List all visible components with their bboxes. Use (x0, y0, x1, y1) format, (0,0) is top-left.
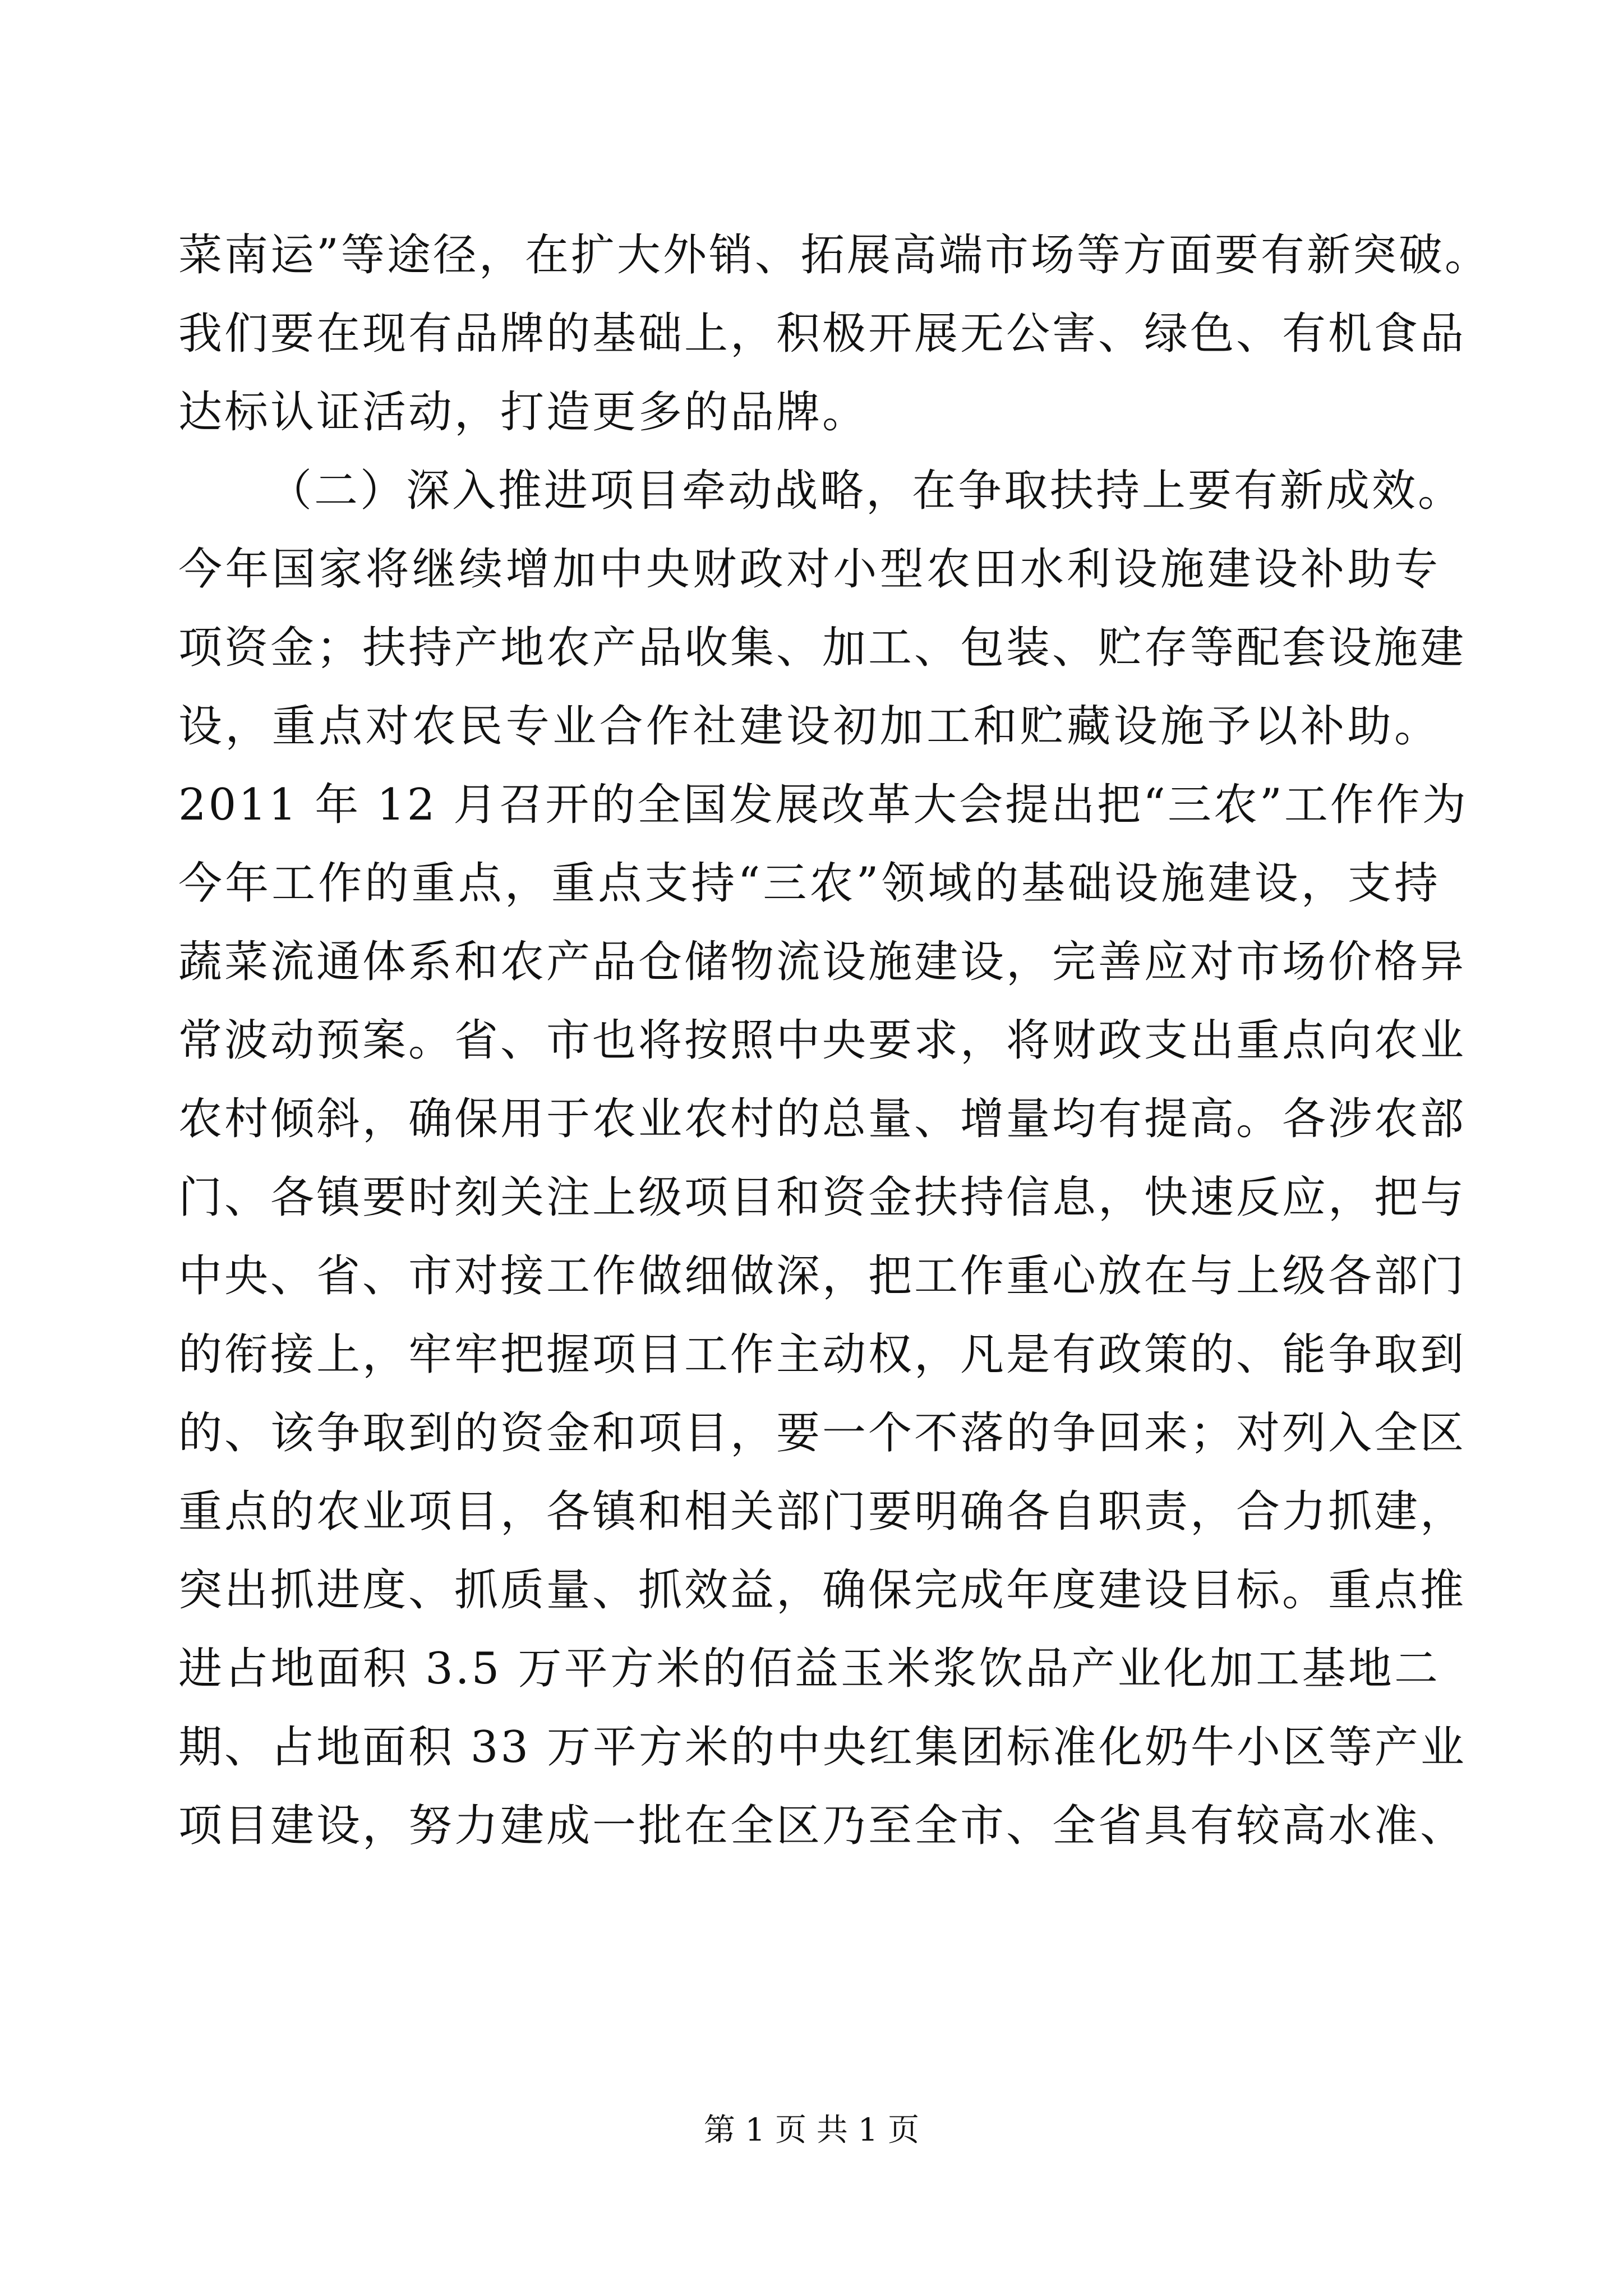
text-line: 菜南运”等途径，在扩大外销、拓展高端市场等方面要有新突破。 (178, 230, 1491, 280)
text-line: 今年工作的重点，重点支持“三农”领域的基础设施建设，支持 (178, 858, 1440, 909)
page-footer (0, 2108, 1623, 2153)
text-line: 项目建设，努力建成一批在全区乃至全市、全省具有较高水准、 (178, 1801, 1467, 1851)
text-line: 项资金；扶持产地农产品收集、加工、包装、贮存等配套设施建 (178, 623, 1467, 673)
text-line: 突出抓进度、抓质量、抓效益，确保完成年度建设目标。重点推 (178, 1565, 1467, 1616)
text-line: 重点的农业项目，各镇和相关部门要明确各自职责，合力抓建， (178, 1487, 1467, 1537)
text-line: 我们要在现有品牌的基础上，积极开展无公害、绿色、有机食品 (178, 309, 1467, 359)
text-line: 的衔接上，牢牢把握项目工作主动权，凡是有政策的、能争取到 (178, 1329, 1467, 1380)
text-line: 常波动预案。省、市也将按照中央要求，将财政支出重点向农业 (178, 1015, 1467, 1066)
text-line: 中央、省、市对接工作做细做深，把工作重心放在与上级各部门 (178, 1251, 1467, 1301)
text-line: 设，重点对农民专业合作社建设初加工和贮藏设施予以补助。 (178, 701, 1440, 752)
section-heading-line: （二）深入推进项目牵动战略，在争取扶持上要有新成效。 (268, 466, 1464, 516)
body-text (178, 216, 1491, 1865)
text-line: 门、各镇要时刻关注上级项目和资金扶持信息，快速反应，把与 (178, 1172, 1467, 1223)
text-line: 进占地面积 3.5 万平方米的佰益玉米浆饮品产业化加工基地二 (178, 1644, 1440, 1694)
text-line: 期、占地面积 33 万平方米的中央红集团标准化奶牛小区等产业 (178, 1722, 1467, 1773)
text-line: 2011 年 12 月召开的全国发展改革大会提出把“三农”工作作为 (178, 780, 1468, 830)
page-number-label: 第 1 页 共 1 页 (703, 2112, 920, 2148)
text-line: 农村倾斜，确保用于农业农村的总量、增量均有提高。各涉农部 (178, 1094, 1467, 1144)
text-line: 今年国家将继续增加中央财政对小型农田水利设施建设补助专 (178, 544, 1440, 595)
text-line: 蔬菜流通体系和农产品仓储物流设施建设，完善应对市场价格异 (178, 937, 1467, 987)
text-line: 的、该争取到的资金和项目，要一个不落的争回来；对列入全区 (178, 1408, 1467, 1458)
text-line: 达标认证活动，打造更多的品牌。 (178, 387, 869, 438)
